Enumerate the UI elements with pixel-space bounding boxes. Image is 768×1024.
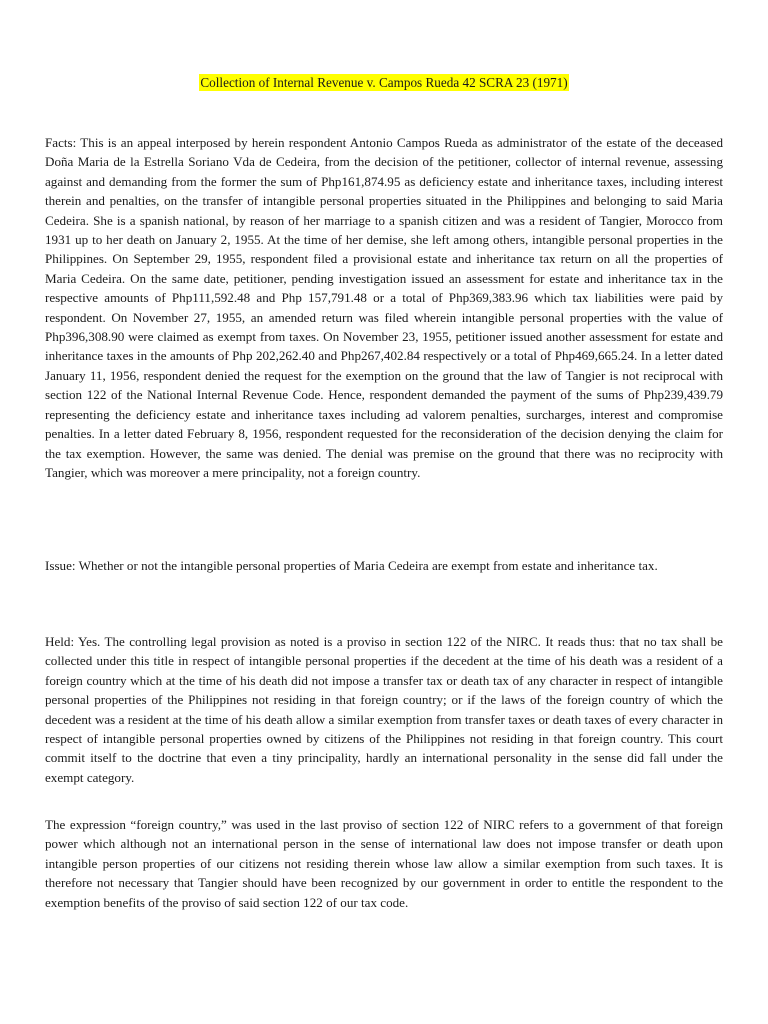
- title-container: [0, 74, 768, 92]
- facts-paragraph: Facts: This is an appeal interposed by herein respondent Antonio Campos Rueda as administrator of the estate of the deceased Doña Maria de la Estrella Soriano Vda de Cedeira, from the decision of the petitioner, collector of internal revenue, assessing against and demanding from the former the sum of Php161,874.95 as deficiency estate and inheritance taxes, including interest therein and penalties, on the transfer of intangible personal properties situated in the Philippines and belonging to said Maria Cedeira. She is a spanish national, by reason of her marriage to a spanish citizen and was a resident of Tangier, Morocco from 1931 up to her death on January 2, 1955. At the time of her demise, she left among others, intangible personal properties in the Philippines. On September 29, 1955, respondent filed a provisional estate and inheritance tax return on all the properties of Maria Cedeira. On the same date, petitioner, pending investigation issued an assessment for estate and inheritance tax in the respective amounts of Php111,592.48 and Php 157,791.48 or a total of Php369,383.96 which tax liabilities were paid by respondent. On November 27, 1955, an amended return was filed wherein intangible personal properties with the value of Php396,308.90 were claimed as exempt from taxes. On November 23, 1955, petitioner issued another assessment for estate and inheritance taxes in the amounts of Php 202,262.40 and Php267,402.84 respectively or a total of Php469,665.24. In a letter dated January 11, 1956, respondent denied the request for the exemption on the ground that the law of Tangier is not reciprocal with section 122 of the National Internal Revenue Code. Hence, respondent demanded the payment of the sums of Php239,439.79 representing the deficiency estate and inheritance taxes including ad valorem penalties, surcharges, interest and compromise penalties. In a letter dated February 8, 1956, respondent requested for the reconsideration of the decision denying the claim for the tax exemption. However, the same was denied. The denial was premise on the ground that there was no reciprocity with Tangier, which was moreover a mere principality, not a foreign country.: [45, 135, 723, 480]
- foreign-country-paragraph: The expression “foreign country,” was used in the last proviso of section 122 of NIRC refers to a government of that foreign power which although not an international person in the sense of international law does not impose transfer or death upon intangible person properties of our citizens not residing therein whose law allow a similar exemption from such taxes. It is therefore not necessary that Tangier should have been recognized by our government in order to entitle the respondent to the exemption benefits of the proviso of said section 122 of our tax code.: [45, 817, 723, 910]
- case-title: Collection of Internal Revenue v. Campos Rueda 42 SCRA 23 (1971): [200, 75, 568, 90]
- issue-paragraph: Issue: Whether or not the intangible personal properties of Maria Cedeira are exempt from estate and inheritance tax.: [45, 558, 658, 573]
- held-paragraph: Held: Yes. The controlling legal provision as noted is a proviso in section 122 of the NIRC. It reads thus: that no tax shall be collected under this title in respect of intangible personal properties if the decedent at the time of his death was a resident of a foreign country which at the time of his death did not impose a transfer tax or death tax of any character in respect of intangible personal properties of the Philippines not residing in that foreign country; or if the laws of the foreign country of which the decedent was a resident at the time of his death allow a similar exemption from transfer taxes or death taxes of every character in respect of intangible personal properties owned by citizens of the Philippines not residing in that foreign country. This court commit itself to the doctrine that even a tiny principality, hardly an international personality in the sense did fall under the exempt category.: [45, 634, 723, 785]
